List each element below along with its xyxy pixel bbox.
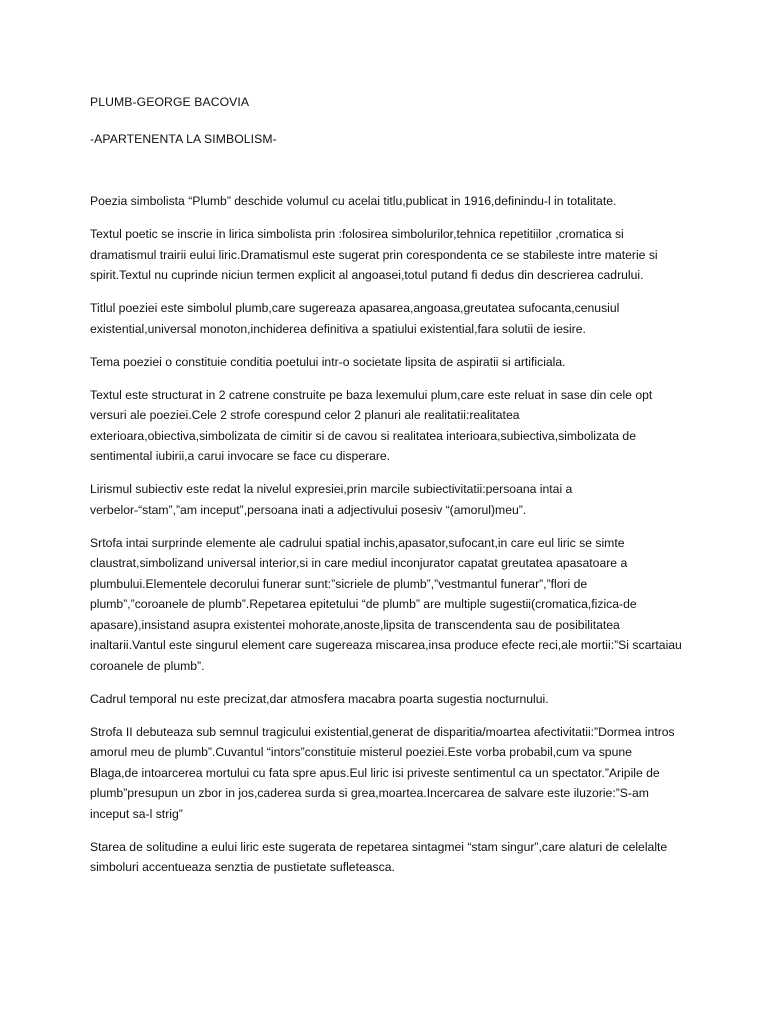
paragraph-text: este simbolul plumb,care sugereaza apasarea,angoasa,greutatea sufocanta,cenusiul existential,universal monoton,inchiderea definitiva a spatiului existential,fara solutii de iesire. [90, 301, 620, 336]
paragraph-theme [90, 352, 682, 373]
paragraph-text: o constituie conditia poetului intr-o societate lipsita de aspiratii si artificiala. [161, 354, 566, 369]
paragraph-lead: Starea de solitudine [90, 839, 198, 854]
paragraph-second-stanza [90, 722, 682, 825]
paragraph-title [90, 298, 682, 339]
paragraph-solitude [90, 837, 682, 878]
paragraph-lead: Strofa II [90, 724, 133, 739]
paragraph-text: surprinde elemente ale cadrului spatial inchis,apasator,sufocant,in care eul liric se simte claustrat,simbolizand universal interior,si in care mediul inconjurator capatat greutatea apasatoare a plumbului.Elementele decorului funerar sunt:”sicriele de plumb”,”vestmantul funerar”,”flori de plumb”,”coroanele de plumb”.Repetarea epitetului “de plumb” are multiple sugestii(cromatica,fizica-de apasare),insistand asupra existentei mohorate,anoste,lipsita de transcendenta sau de posibilitatea inaltarii.Vantul este singurul element care sugereaza miscarea,insa produce efecte reci,ale mortii:”Si scartaiau coroanele de plumb”. [90, 535, 682, 673]
document-page [90, 92, 682, 890]
paragraph-text: “Plumb” deschide volumul cu acelai titlu,publicat in 1916,definindu-l in totalitate. [184, 194, 617, 208]
blank-line [90, 165, 682, 191]
paragraph-lyricism [90, 479, 682, 520]
paragraph-lead: Srtofa intai [90, 535, 149, 550]
paragraph-text: a eului liric este sugerata de repetarea sintagmei “stam singur”,care alaturi de celelalte simboluri accentueaza senztia de pustietate sufleteasca. [90, 839, 668, 874]
paragraph-text: este redat la nivelul expresiei,prin marcile subiectivitatii:persoana intai a verbelor-“stam”,”am inceput”,persoana inati a adjectivului posesiv “(amorul)meu”. [90, 482, 573, 517]
paragraph-text: in 2 catrene construite pe baza lexemului plum,care este reluat in sase din cele opt versuri ale poeziei.Cele 2 strofe corespund celor 2 planuri ale realitatii:realitatea exterioara,obiectiva,simbolizata de cimitir si de cavou si realitatea interioara,subiectiva,simbolizata de sentimental iubirii,a carui invocare se face cu disperare. [90, 387, 653, 463]
paragraph-lead: Poezia simbolista [90, 194, 185, 208]
document-title: PLUMB-GEORGE BACOVIA [90, 95, 250, 109]
paragraph-lead: Textul poetic se inscrie in lirica simbolista [90, 227, 312, 241]
paragraph-first-stanza [90, 533, 682, 677]
paragraph-lead: Textul este structurat [90, 387, 203, 402]
paragraph-text: nu este precizat,dar atmosfera macabra poarta sugestia nocturnului. [176, 691, 549, 706]
document-subtitle: -APARTENENTA LA SIMBOLISM- [90, 131, 277, 146]
paragraph-time-frame [90, 689, 682, 710]
paragraph-text: prin :folosirea simbolurilor,tehnica repetitiilor ,cromatica si dramatismul trairii eului liric.Dramatismul este sugerat prin corespondenta ce se stabileste intre materie si spirit.Textul nu cuprinde niciun termen explicit al angoasei,totul putand fi dedus din descrierea cadrului. [90, 227, 658, 282]
paragraph-symbolism [90, 224, 682, 286]
paragraph-intro [90, 191, 682, 212]
paragraph-lead: Cadrul temporal [90, 691, 177, 706]
paragraph-lead: Tema poeziei [90, 354, 162, 369]
paragraph-lead: Titlul poeziei [90, 301, 158, 315]
paragraph-text: debuteaza sub semnul tragicului existential,generat de disparitia/moartea afectivitatii:”Dormea intros amorul meu de plumb”.Cuvantul “intors”constituie misterul poeziei.Este vorba probabil,cum va spune Blaga,de intoarcerea mortului cu fata spre apus.Eul liric isi priveste sentimentul ca un spectator.”Aripile de plumb”presupun un zbor in jos,caderea surda si grea,moartea.Incercarea de salvare este iluzorie:”S-am inceput sa-l strig” [90, 724, 675, 821]
paragraph-structure [90, 385, 682, 467]
paragraph-lead: Lirismul subiectiv [90, 482, 183, 496]
